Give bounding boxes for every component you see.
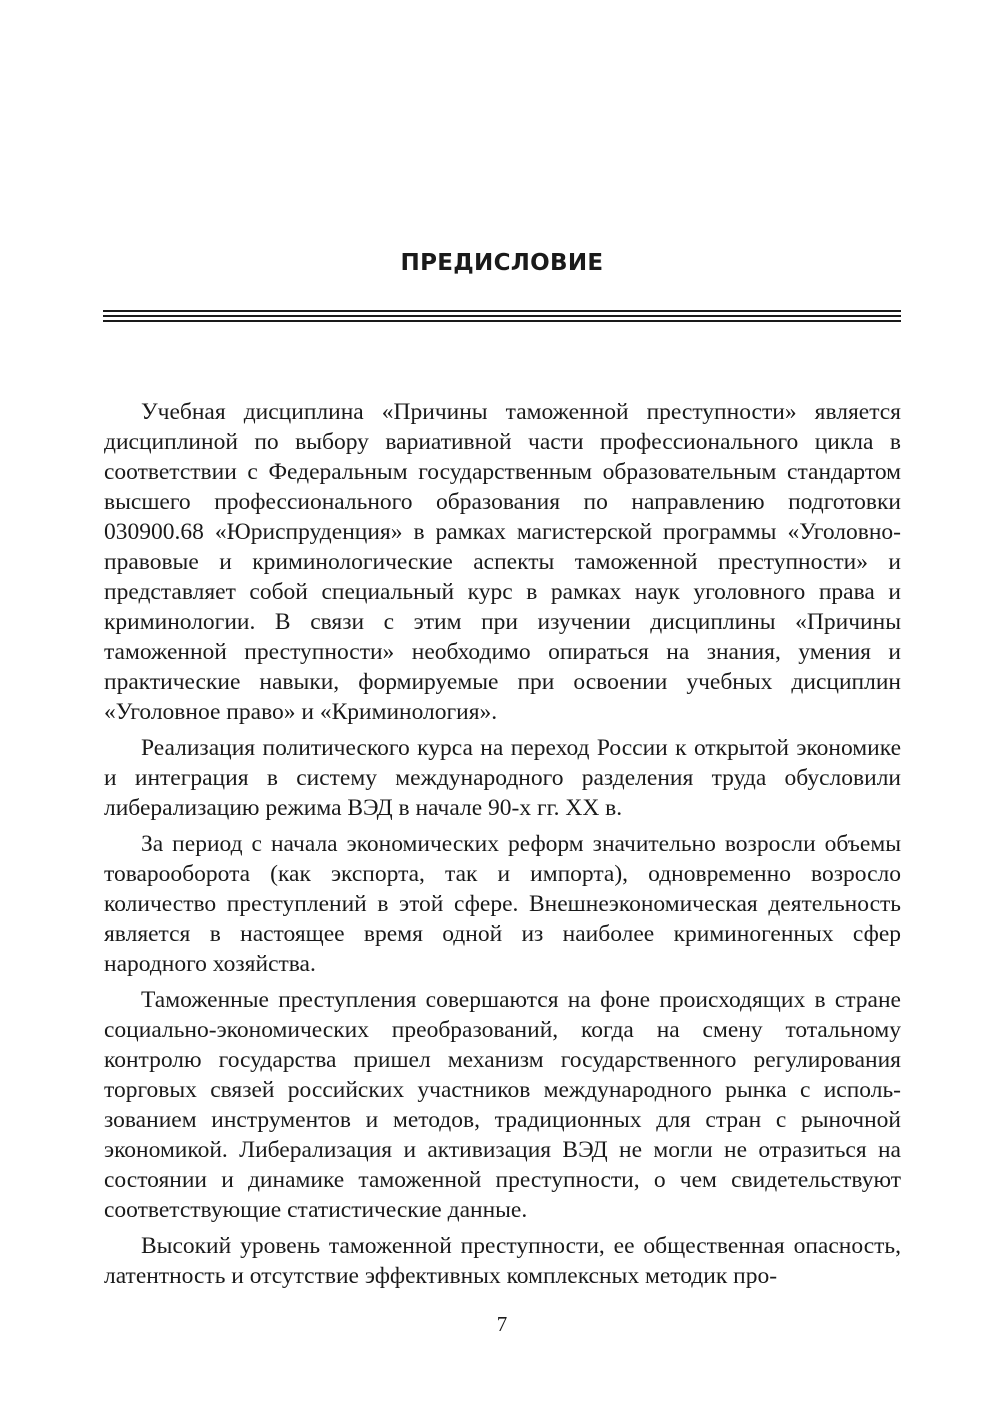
title-rule-bottom — [103, 320, 901, 322]
page-title: ПРЕДИСЛОВИЕ — [400, 250, 604, 276]
title-rule-top — [103, 310, 901, 312]
paragraph: Высокий уровень таможенной преступности, ее общественная опасность, латентность и отсутствие эффективных комплексных методик про- — [104, 1233, 901, 1289]
page-number: 7 — [496, 1312, 508, 1336]
paragraph: За период с начала экономических реформ значительно возросли объемы товарооборота (как экспорта, так и импорта), одновременно возросло количество преступлений в этой сфере. Внешнеэкономическая деятельность является в настоящее время одной из наиболее криминогенных сфер народного хозяйства. — [104, 831, 901, 977]
body-text — [104, 397, 901, 1297]
paragraph: Таможенные преступления совершаются на фоне происходящих в стране социально-экономических преобразований, когда на смену тотальному контролю государства пришел механизм государственного регулирования торговых связей российских участников международного рынка с использованием инструментов и методов, традиционных для стран с рыночной экономикой. Либерализация и активизация ВЭД не могли не отразиться на состоянии и динамике таможенной преступности, о чем свидетельствуют соответствующие статистические данные. — [104, 987, 901, 1223]
paragraph: Учебная дисциплина «Причины таможенной преступности» является дисциплиной по выбору вариативной части профессионального цикла в соответствии с Федеральным государственным образовательным стандартом высшего профессионального образования по направлению подготовки 030900.68 «Юриспруденция» в рамках магистерской программы «Уголовно-правовые и криминологические аспекты таможенной преступности» и представляет собой специальный курс в рамках наук уголовного права и криминологии. В связи с этим при изучении дисциплины «Причины таможенной преступности» необходимо опираться на знания, умения и практические навыки, формируемые при освоении учебных дисциплин «Уголовное право» и «Криминология». — [104, 399, 901, 725]
title-rule-middle — [103, 315, 901, 317]
paragraph: Реализация политического курса на переход России к открытой экономике и интеграция в систему международного разделения труда обусловили либерализацию режима ВЭД в начале 90-х гг. XX в. — [104, 735, 901, 821]
